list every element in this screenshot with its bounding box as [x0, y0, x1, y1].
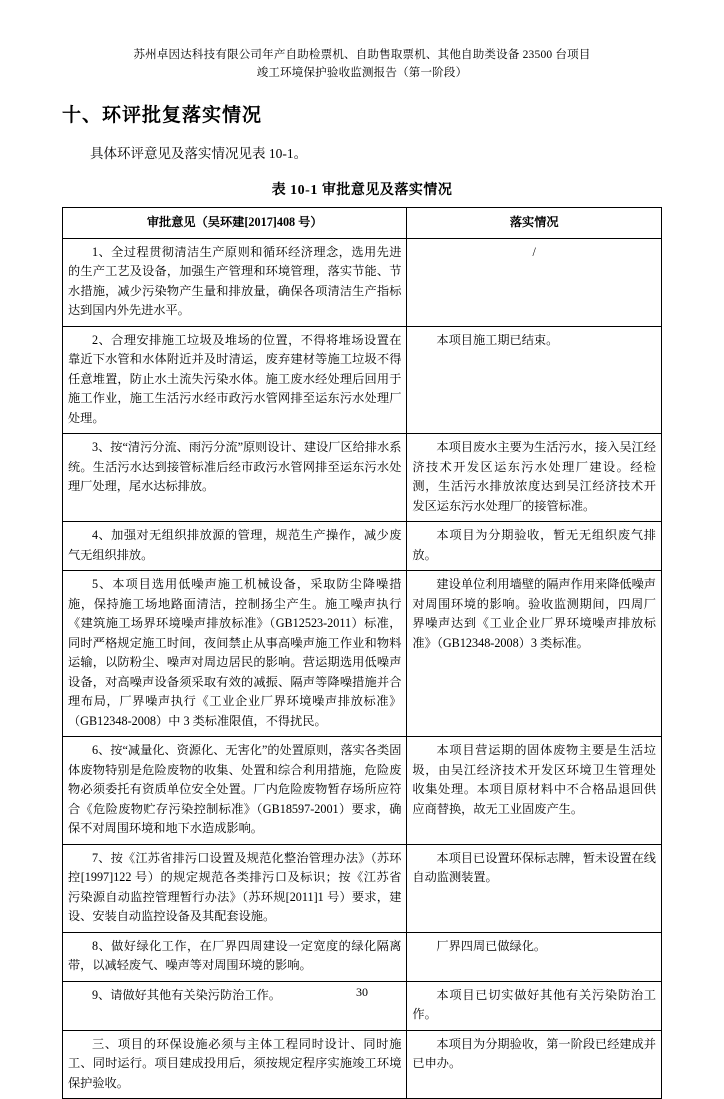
document-header — [62, 46, 662, 82]
cell-opinion: 6、按“减量化、资源化、无害化”的处置原则，落实各类固体废物特别是危险废物的收集、处置和综合利用措施，危险废物必须委托有资质单位安全处置。厂内危险废物暂存场所应符合《危险废物贮存污染控制标准》（GB18597-2001）要求，确保不对周围环境和地下水造成影响。 — [63, 737, 407, 845]
cell-implementation: 建设单位利用墙壁的隔声作用来降低噪声对周围环境的影响。验收监测期间，四周厂界噪声达到《工业企业厂界环境噪声排放标准》（GB12348-2008）3 类标准。 — [407, 571, 662, 737]
cell-implementation: 本项目废水主要为生活污水，接入吴江经济技术开发区运东污水处理厂建设。经检测，生活污水排放浓度达到吴江经济技术开发区运东污水处理厂的接管标准。 — [407, 434, 662, 522]
intro-paragraph: 具体环评意见及落实情况见表 10-1。 — [90, 146, 308, 161]
cell-opinion: 三、项目的环保设施必须与主体工程同时设计、同时施工、同时运行。项目建成投用后，须按规定程序实施竣工环境保护验收。 — [63, 1030, 407, 1099]
cell-opinion: 3、按“清污分流、雨污分流”原则设计、建设厂区给排水系统。生活污水达到接管标准后经市政污水管网排至运东污水处理厂处理，尾水达标排放。 — [63, 434, 407, 522]
header-line-1: 苏州卓因达科技有限公司年产自助检票机、自助售取票机、其他自助类设备 23500 台项目 — [133, 49, 591, 61]
table-caption: 表 10-1 审批意见及落实情况 — [271, 183, 453, 198]
cell-opinion: 2、合理安排施工垃圾及堆场的位置，不得将堆场设置在靠近下水管和水体附近并及时清运，废弃建材等施工垃圾不得任意堆置，防止水土流失污染水体。施工废水经处理后回用于施工作业，施工生活污水经市政污水管网排至运东污水处理厂处理。 — [63, 326, 407, 434]
page-title: 十、环评批复落实情况 — [62, 105, 263, 126]
header-line-2: 竣工环境保护验收监测报告（第一阶段） — [256, 67, 468, 79]
table-row — [63, 932, 662, 981]
cell-opinion: 7、按《江苏省排污口设置及规范化整治管理办法》（苏环控[1997]122 号）的规定规范各类排污口及标识；按《江苏省污染源自动监控管理暂行办法》（苏环规[2011]1 号）要求，建设、安装自动监控设备及其配套设施。 — [63, 844, 407, 932]
table-row — [63, 522, 662, 571]
cell-implementation: 本项目为分期验收，第一阶段已经建成并已申办。 — [407, 1030, 662, 1099]
table-row — [63, 1030, 662, 1099]
page-number: 30 — [356, 985, 368, 999]
cell-implementation: 本项目已设置环保标志牌，暂未设置在线自动监测装置。 — [407, 844, 662, 932]
cell-opinion: 5、本项目选用低噪声施工机械设备，采取防尘降噪措施，保持施工场地路面清洁，控制扬尘产生。施工噪声执行《建筑施工场界环境噪声排放标准》（GB12523-2011）标准，同时严格规定施工时间，夜间禁止从事高噪声施工作业和物料运输，以防粉尘、噪声对周边居民的影响。营运期选用低噪声设备，对高噪声设备须采取有效的减振、隔声等降噪措施并合理布局，厂界噪声执行《工业企业厂界环境噪声排放标准》（GB12348-2008）中 3 类标准限值，不得扰民。 — [63, 571, 407, 737]
cell-implementation: 本项目已切实做好其他有关污染防治工作。 — [407, 981, 662, 1030]
column-header-implementation: 落实情况 — [407, 208, 662, 239]
table-row — [63, 571, 662, 737]
cell-opinion: 9、请做好其他有关染污防治工作。 — [63, 981, 407, 1030]
cell-implementation: 本项目营运期的固体废物主要是生活垃圾，由吴江经济技术开发区环境卫生管理处收集处理。本项目原材料中不合格品退回供应商替换，故无工业固废产生。 — [407, 737, 662, 845]
column-header-opinion: 审批意见（吴环建[2017]408 号） — [63, 208, 407, 239]
table-row — [63, 238, 662, 326]
cell-implementation: 本项目施工期已结束。 — [407, 326, 662, 434]
approval-table — [62, 207, 662, 1099]
table-row — [63, 326, 662, 434]
cell-implementation: 本项目为分期验收，暂无无组织废气排放。 — [407, 522, 662, 571]
table-row — [63, 434, 662, 522]
table-row — [63, 844, 662, 932]
table-header-row — [63, 208, 662, 239]
cell-opinion: 1、全过程贯彻清洁生产原则和循环经济理念，选用先进的生产工艺及设备，加强生产管理和环境管理，落实节能、节水措施，减少污染物产生量和排放量，确保各项清洁生产指标达到国内外先进水平。 — [63, 238, 407, 326]
cell-opinion: 8、做好绿化工作，在厂界四周建设一定宽度的绿化隔离带，以减轻废气、噪声等对周围环境的影响。 — [63, 932, 407, 981]
cell-implementation: / — [407, 238, 662, 326]
cell-opinion: 4、加强对无组织排放源的管理，规范生产操作，减少废气无组织排放。 — [63, 522, 407, 571]
table-body — [63, 238, 662, 1099]
table-row — [63, 737, 662, 845]
cell-implementation: 厂界四周已做绿化。 — [407, 932, 662, 981]
